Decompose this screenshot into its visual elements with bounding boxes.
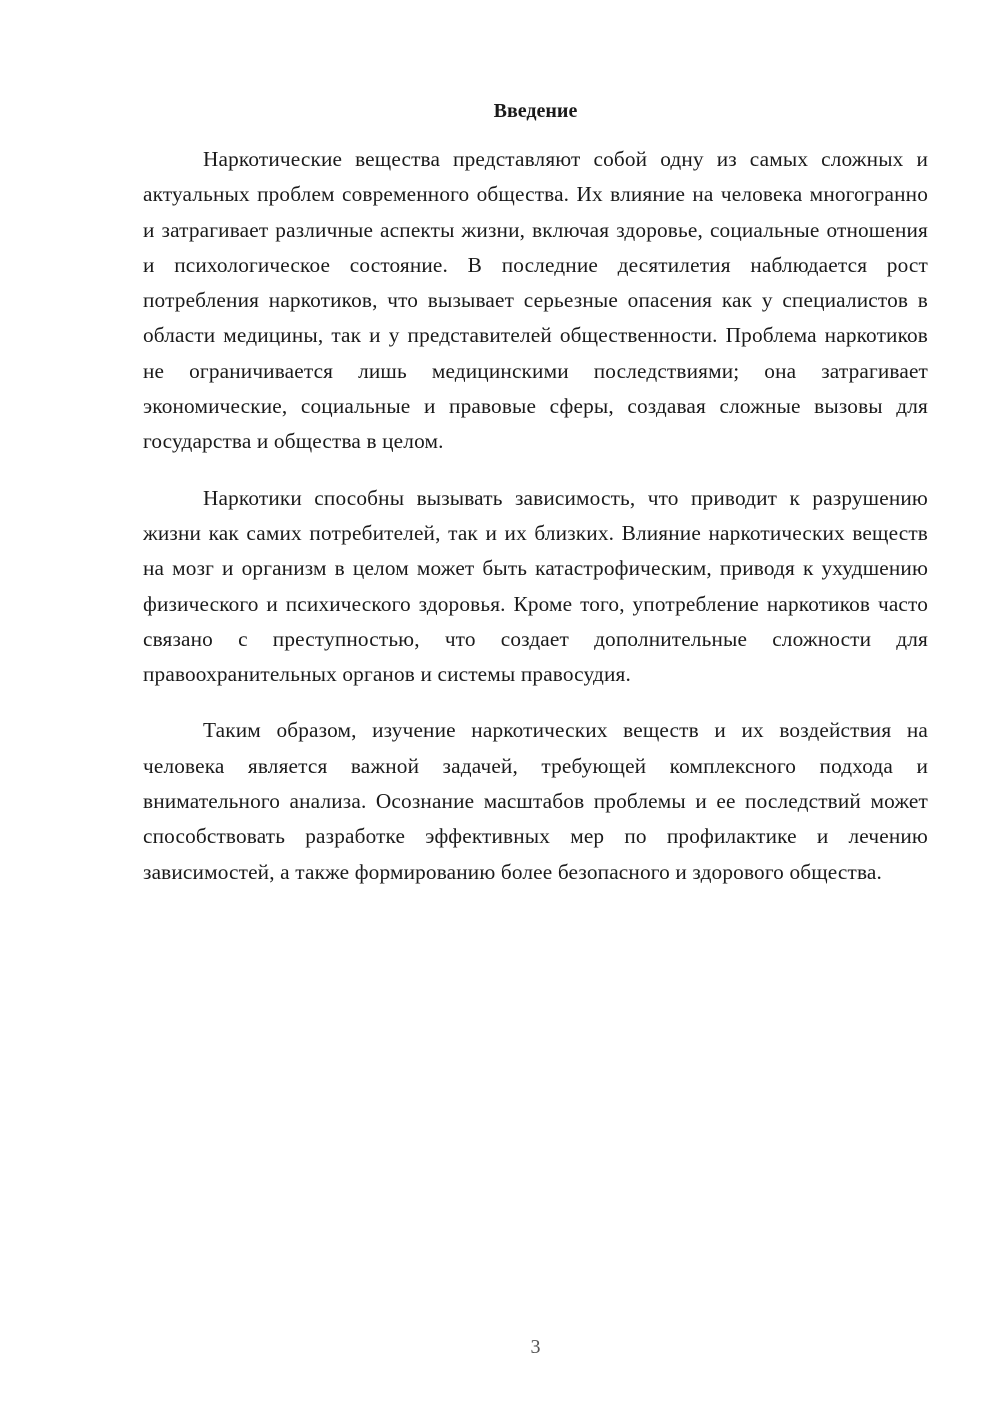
paragraph-1: Наркотические вещества представляют собой одну из самых сложных и актуальных проблем современного общества. Их влияние на человека многогранно и затрагивает различные аспекты жизни, включая здоровье, социальные отношения и психологическое состояние. В последние десятилетия наблюдается рост потребления наркотиков, что вызывает серьезные опасения как у специалистов в области медицины, так и у представителей общественности. Проблема наркотиков не ограничивается лишь медицинскими последствиями; она затрагивает экономические, социальные и правовые сферы, создавая сложные вызовы для государства и общества в целом. xyxy=(143,147,928,454)
body-text xyxy=(143,142,928,911)
paragraph-3: Таким образом, изучение наркотических веществ и их воздействия на человека является важной задачей, требующей комплексного подхода и внимательного анализа. Осознание масштабов проблемы и ее последствий может способствовать разработке эффективных мер по профилактике и лечению зависимостей, а также формированию более безопасного и здорового общества. xyxy=(143,718,928,884)
section-title: Введение xyxy=(493,100,578,122)
page-number: 3 xyxy=(530,1336,541,1358)
paragraph-2: Наркотики способны вызывать зависимость, что приводит к разрушению жизни как самих потребителей, так и их близких. Влияние наркотических веществ на мозг и организм в целом может быть катастрофическим, приводя к ухудшению физического и психического здоровья. Кроме того, употребление наркотиков часто связано с преступностью, что создает дополнительные сложности для правоохранительных органов и системы правосудия. xyxy=(143,485,928,687)
